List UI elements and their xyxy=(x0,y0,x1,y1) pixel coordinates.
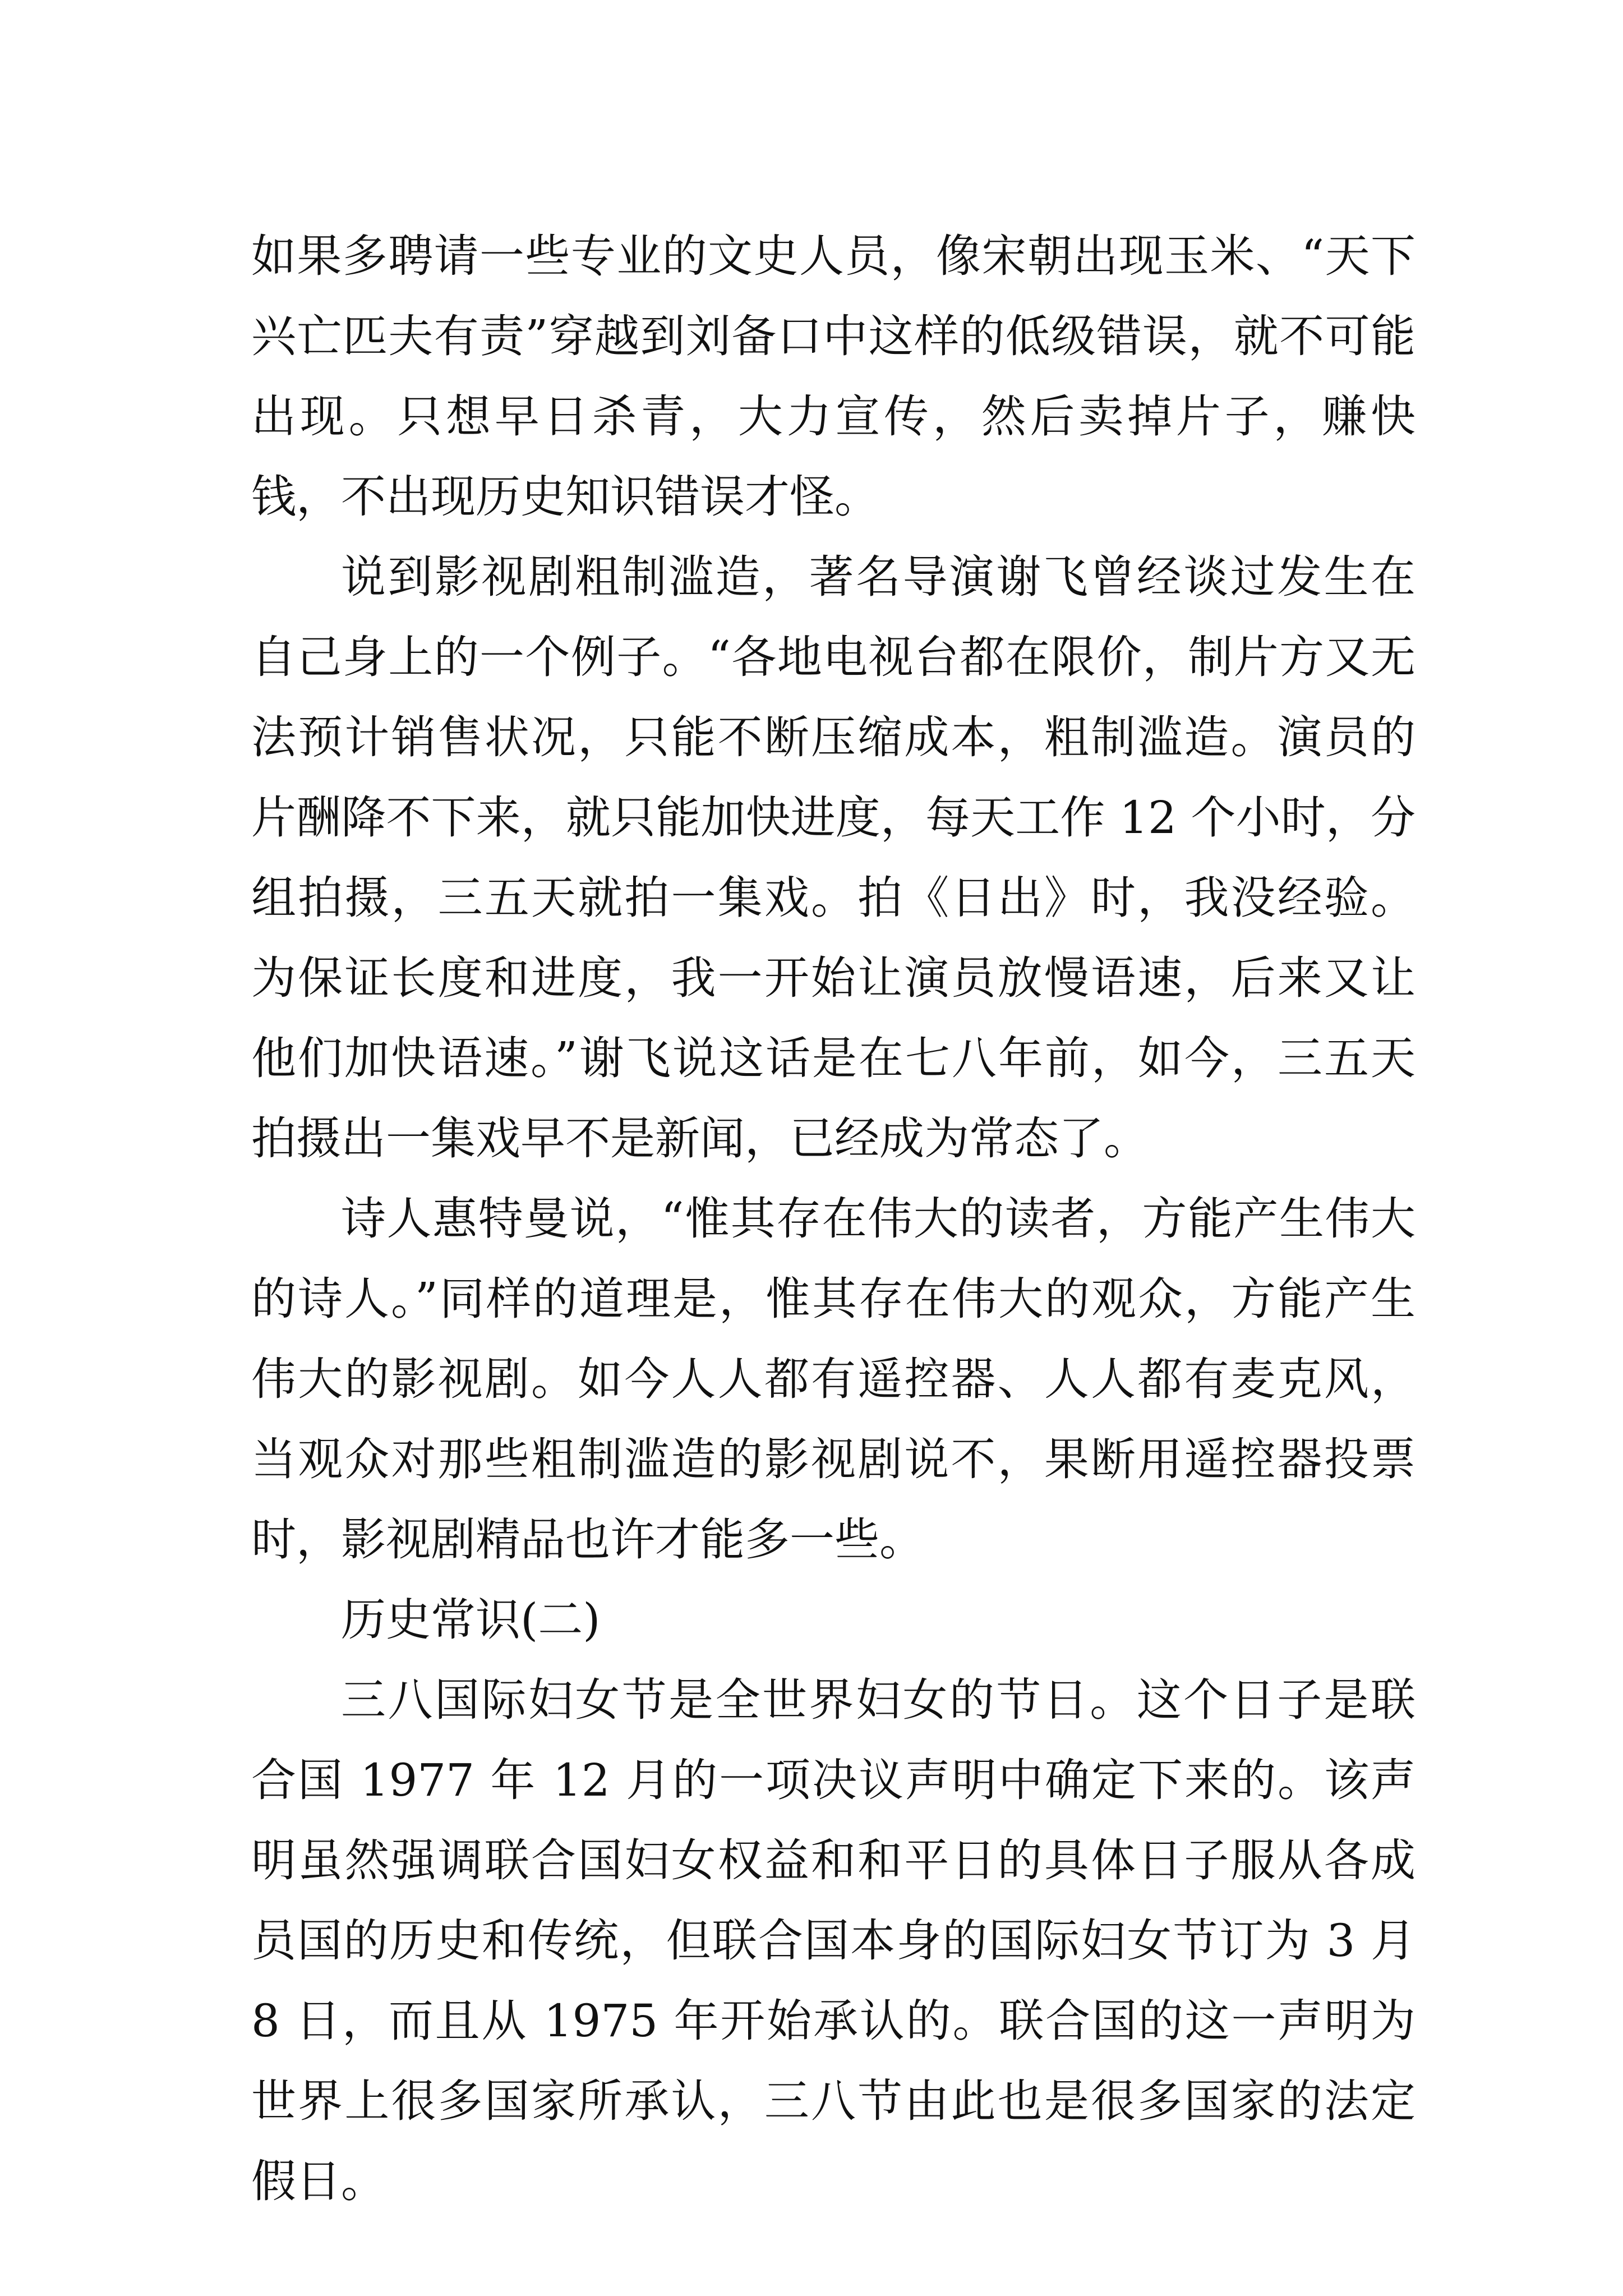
document-body xyxy=(251,216,1415,2221)
section-heading: 历史常识(二) xyxy=(341,1594,601,1646)
paragraph-womens-day: 三八国际妇女节是全世界妇女的节日。这个日子是联合国 1977 年 12 月的一项决议声明中确定下来的。该声明虽然强调联合国妇女权益和和平日的具体日子服从各成员国的历史和传统，但联合国本身的国际妇女节订为 3 月 8 日，而且从 1975 年开始承认的。联合国的这一声明为世界上很多国家所承认，三八节由此也是很多国家的法定假日。 xyxy=(251,1674,1415,2207)
paragraph-whitman: 诗人惠特曼说，“惟其存在伟大的读者，方能产生伟大的诗人。”同样的道理是，惟其存在伟大的观众，方能产生伟大的影视剧。如今人人都有遥控器、人人都有麦克风，当观众对那些粗制滥造的影视剧说不，果断用遥控器投票时，影视剧精品也许才能多一些。 xyxy=(251,1193,1415,1566)
paragraph-xie-fei: 说到影视剧粗制滥造，著名导演谢飞曾经谈过发生在自己身上的一个例子。“各地电视台都在限价，制片方又无法预计销售状况，只能不断压缩成本，粗制滥造。演员的片酬降不下来，就只能加快进度，每天工作 12 个小时，分组拍摄，三五天就拍一集戏。拍《日出》时，我没经验。为保证长度和进度，我一开始让演员放慢语速，后来又让他们加快语速。”谢飞说这话是在七八年前，如今，三五天拍摄出一集戏早不是新闻，已经成为常态了。 xyxy=(251,551,1415,1165)
paragraph-continued: 如果多聘请一些专业的文史人员，像宋朝出现玉米、“天下兴亡匹夫有责”穿越到刘备口中这样的低级错误，就不可能出现。只想早日杀青，大力宣传，然后卖掉片子，赚快钱，不出现历史知识错误才怪。 xyxy=(251,230,1415,523)
